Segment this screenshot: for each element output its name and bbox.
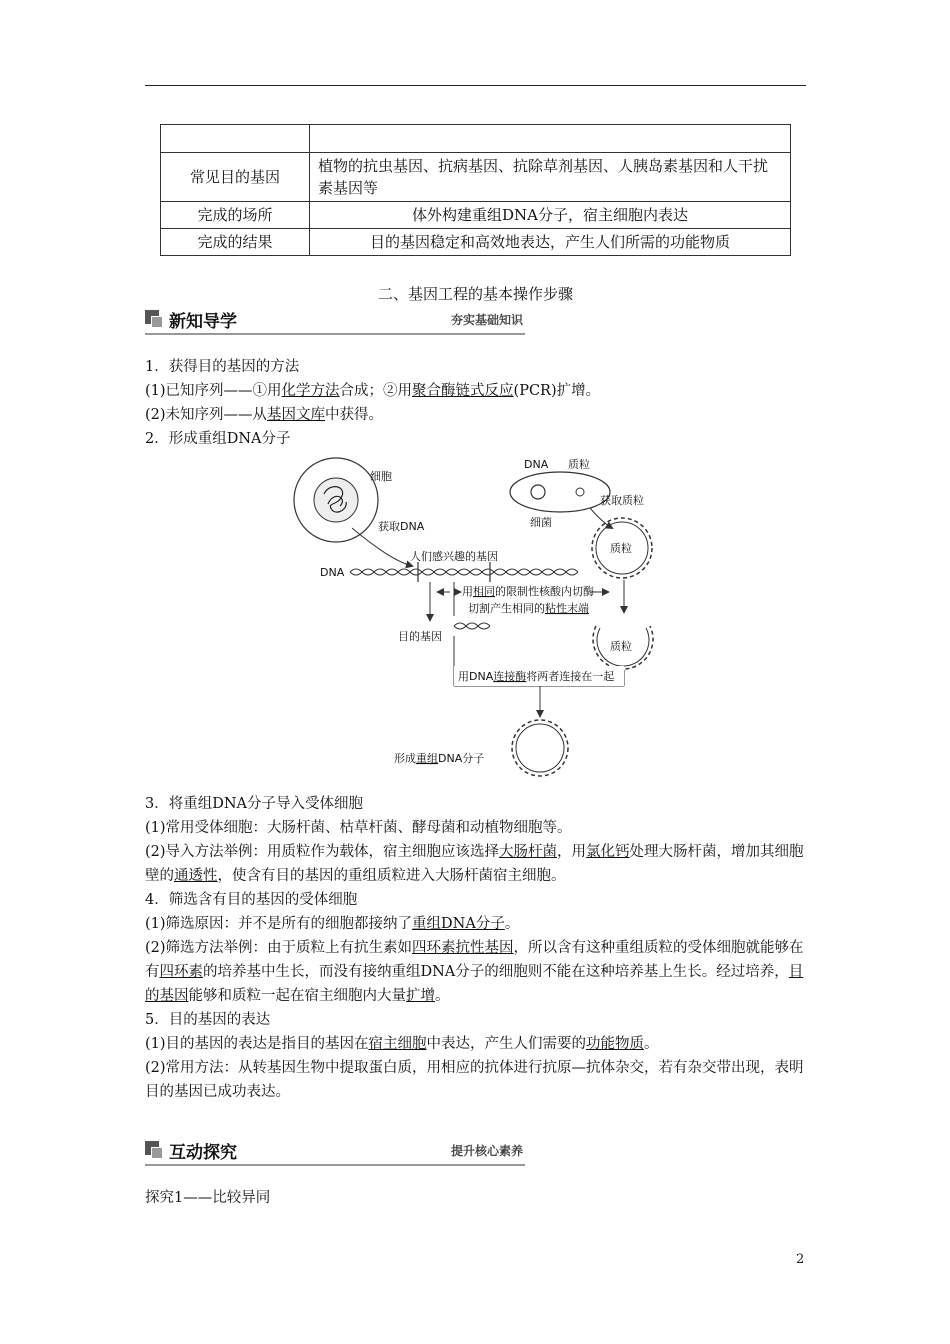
table-cell: 目的基因稳定和高效地表达，产生人们所需的功能物质 [310, 229, 791, 256]
s5-heading: 5．目的基因的表达 [145, 1012, 271, 1028]
gene-of-interest-label: 人们感兴趣的基因 [410, 550, 498, 563]
banner-title: 互动探究 [169, 1143, 237, 1163]
s1-line1: (1)已知序列——①用化学方法合成；②用聚合酶链式反应(PCR)扩增。 [145, 383, 601, 399]
s3-line2: (2)导入方法举例：用质粒作为载体，宿主细胞应该选择大肠杆菌，用氯化钙处理大肠杆菌，增加其细胞壁的通透性，使含有目的基因的重组质粒进入大肠杆菌宿主细胞。 [145, 844, 804, 884]
target-gene-strand [454, 623, 490, 629]
s4-line1: (1)筛选原因：并不是所有的细胞都接纳了重组DNA分子。 [145, 916, 520, 932]
s1-line2: (2)未知序列——从基因文库中获得。 [145, 407, 384, 423]
recombinant-ring [512, 720, 568, 776]
cut-note-line2: 切割产生相同的粘性末端 [468, 602, 589, 615]
table-cell [161, 125, 310, 153]
table-cell: 体外构建重组DNA分子，宿主细胞内表达 [310, 202, 791, 229]
table-row [161, 125, 791, 153]
s5-line2: (2)常用方法：从转基因生物中提取蛋白质，用相应的抗体进行抗原—抗体杂交，若有杂交带出现，表明目的基因已成功表达。 [145, 1060, 804, 1100]
s5-line1: (1)目的基因的表达是指目的基因在宿主细胞中表达，产生人们需要的功能物质。 [145, 1036, 659, 1052]
table-row [161, 202, 791, 229]
s4-line2: (2)筛选方法举例：由于质粒上有抗生素如四环素抗性基因，所以含有这种重组质粒的受体细胞就能够在有四环素的培养基中生长，而没有接纳重组DNA分子的细胞则不能在这种培养基上生长。经过培养，目的基因能够和质粒一起在宿主细胞内大量扩增。 [145, 940, 804, 1004]
table-cell: 常见目的基因 [161, 153, 310, 202]
bacterial-dna [531, 485, 545, 499]
get-dna-label: 获取DNA [378, 520, 425, 533]
table-cell: 完成的结果 [161, 229, 310, 256]
s3-line1: (1)常用受体细胞：大肠杆菌、枯草杆菌、酵母菌和动植物细胞等。 [145, 820, 572, 836]
recombinant-dna-diagram [290, 450, 670, 780]
table-cell: 植物的抗虫基因、抗病基因、抗除草剂基因、人胰岛素基因和人干扰素基因等 [310, 153, 791, 202]
small-plasmid [576, 488, 584, 496]
recombinant-ring-inner [516, 724, 564, 772]
table-row [161, 229, 791, 256]
recombinant-label: 形成重组DNA分子 [394, 752, 485, 765]
s4-heading: 4．筛选含有目的基因的受体细胞 [145, 892, 358, 908]
dna-strand-label: DNA [320, 566, 345, 579]
arrow [590, 508, 612, 528]
header-rule [145, 85, 806, 86]
plasmid-ring-label: 质粒 [610, 542, 632, 555]
table-cell: 完成的场所 [161, 202, 310, 229]
s2-heading: 2．形成重组DNA分子 [145, 431, 291, 447]
dna-label: DNA [524, 458, 549, 471]
banner-square-icon [151, 316, 163, 328]
banner-square-icon [151, 1147, 163, 1159]
section-1 [145, 355, 806, 451]
bacterium-outline [510, 472, 610, 512]
info-table [160, 124, 791, 256]
ligase-note: 用DNA连接酶将两者连接在一起 [458, 670, 615, 683]
section-title: 二、基因工程的基本操作步骤 [377, 285, 573, 303]
s1-heading: 1．获得目的基因的方法 [145, 359, 300, 375]
banner-title: 新知导学 [169, 312, 237, 332]
cell-label: 细胞 [370, 470, 392, 483]
cut-plasmid-label: 质粒 [610, 640, 632, 653]
section-3-5 [145, 792, 806, 1104]
plasmid-label: 质粒 [568, 458, 590, 471]
explore-heading: 探究1——比较异同 [145, 1190, 271, 1206]
cut-note-line1: 用相同的限制性核酸内切酶 [462, 585, 594, 598]
s3-heading: 3．将重组DNA分子导入受体细胞 [145, 796, 364, 812]
get-plasmid-label: 获取质粒 [600, 494, 644, 507]
target-gene-strand [454, 623, 490, 629]
target-gene-label: 目的基因 [398, 630, 442, 643]
banner-new-knowledge [145, 307, 525, 335]
bacterium-label: 细菌 [530, 516, 552, 529]
table-row [161, 153, 791, 202]
banner-subtitle: 提升核心素养 [450, 1144, 523, 1158]
nucleus [314, 478, 358, 522]
page-number: 2 [796, 1252, 805, 1267]
table-cell [310, 125, 791, 153]
banner-interactive [145, 1138, 525, 1166]
banner-subtitle: 夯实基础知识 [450, 313, 523, 327]
